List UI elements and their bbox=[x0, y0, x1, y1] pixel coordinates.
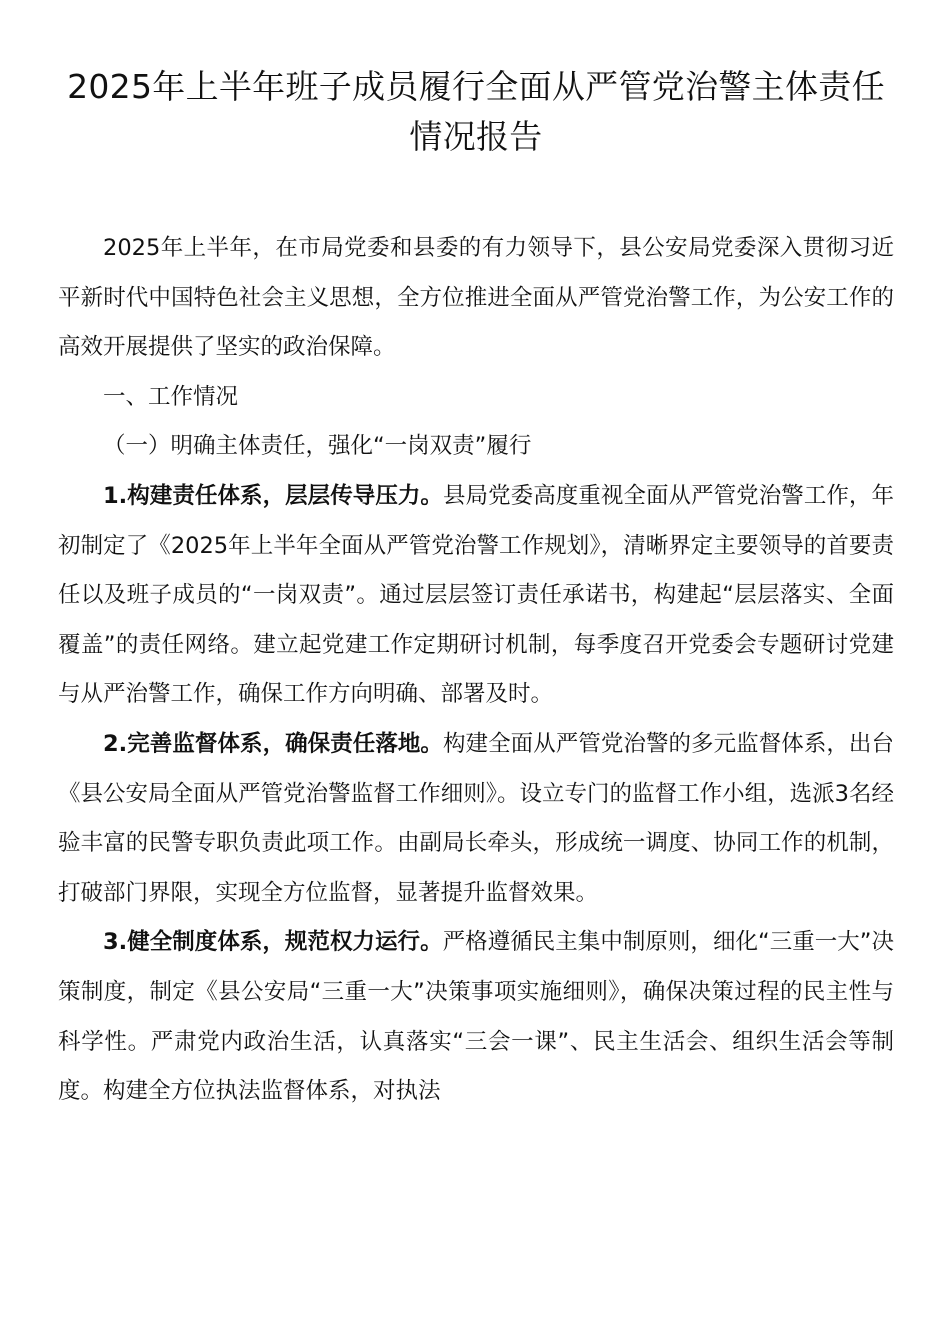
document-body bbox=[58, 224, 894, 1117]
item-lead: 2.完善监督体系，确保责任落地。 bbox=[103, 730, 443, 757]
item-lead: 3.健全制度体系，规范权力运行。 bbox=[103, 929, 443, 956]
subsection-heading: （一）明确主体责任，强化“一岗双责”履行 bbox=[103, 433, 532, 460]
item-text: 构建全面从严管党治警的多元监督体系，出台《县公安局全面从严管党治警监督工作细则》。设立专门的监督工作小组，选派3名经验丰富的民警专职负责此项工作。由副局长牵头，形成统一调度、协同工作的机制，打破部门界限，实现全方位监督，显著提升监督效果。 bbox=[58, 730, 894, 906]
item-paragraph bbox=[58, 720, 894, 918]
item-paragraph bbox=[58, 472, 894, 720]
document-title: 2025年上半年班子成员履行全面从严管党治警主体责任情况报告 bbox=[67, 67, 885, 156]
item-text: 县局党委高度重视全面从严管党治警工作，年初制定了《2025年上半年全面从严管党治警工作规划》，清晰界定主要领导的首要责任以及班子成员的“一岗双责”。通过层层签订责任承诺书，构建起“层层落实、全面覆盖”的责任网络。建立起党建工作定期研讨机制，每季度召开党委会专题研讨党建与从严治警工作，确保工作方向明确、部署及时。 bbox=[58, 482, 894, 708]
intro-paragraph: 2025年上半年，在市局党委和县委的有力领导下，县公安局党委深入贯彻习近平新时代中国特色社会主义思想，全方位推进全面从严管党治警工作，为公安工作的高效开展提供了坚实的政治保障。 bbox=[58, 235, 894, 361]
item-text: 严格遵循民主集中制原则，细化“三重一大”决策制度，制定《县公安局“三重一大”决策事项实施细则》，确保决策过程的民主性与科学性。严肃党内政治生活，认真落实“三会一课”、民主生活会、组织生活会等制度。构建全方位执法监督体系，对执法 bbox=[58, 929, 894, 1105]
document-page bbox=[58, 62, 894, 1117]
item-lead: 1.构建责任体系，层层传导压力。 bbox=[103, 482, 443, 509]
item-paragraph bbox=[58, 918, 894, 1116]
section-heading: 一、工作情况 bbox=[103, 383, 239, 410]
